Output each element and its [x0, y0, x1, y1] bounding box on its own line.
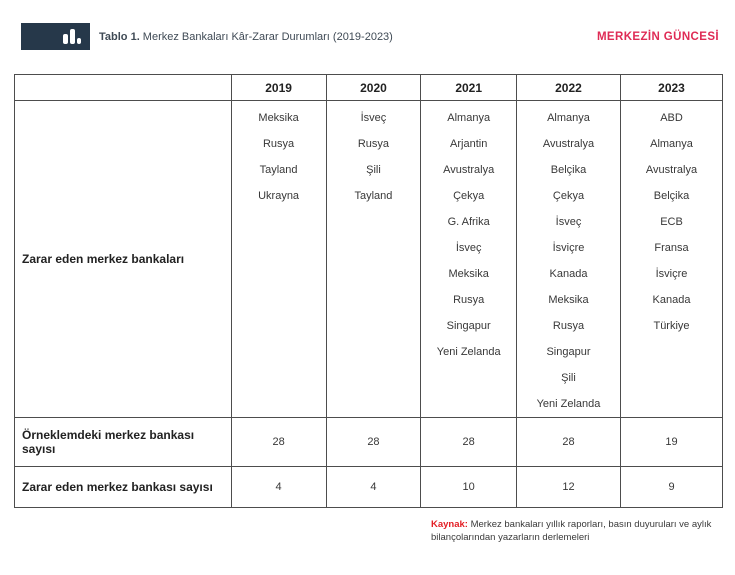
- year-header: 2019: [231, 75, 326, 101]
- table-title-number: Tablo 1.: [99, 30, 140, 43]
- year-header: 2022: [516, 75, 620, 101]
- value-cell: 10: [421, 467, 517, 508]
- main-table: [14, 74, 723, 508]
- country-item: Yeni Zelanda: [436, 346, 501, 358]
- country-item: İsveç: [455, 242, 482, 254]
- table-row: [15, 467, 723, 508]
- country-item: Arjantin: [450, 138, 488, 150]
- table-row: [15, 418, 723, 467]
- country-item: Fransa: [654, 242, 689, 254]
- country-item: Şili: [366, 164, 381, 176]
- country-item: Avustralya: [542, 138, 595, 150]
- country-item: Tayland: [259, 164, 298, 176]
- year-header: 2020: [326, 75, 421, 101]
- country-list-cell: [516, 101, 620, 418]
- brand-logo: [21, 23, 90, 50]
- country-list-cell: [421, 101, 517, 418]
- country-item: Kanada: [652, 294, 691, 306]
- value-cell: 28: [326, 418, 421, 467]
- year-header: 2021: [421, 75, 517, 101]
- country-item: Yeni Zelanda: [536, 398, 601, 410]
- table-header-row: [15, 75, 723, 101]
- source-label: Kaynak:: [431, 519, 468, 530]
- row-label: Örneklemdeki merkez bankası sayısı: [15, 418, 232, 467]
- table-title: [99, 31, 393, 43]
- value-cell: 19: [621, 418, 723, 467]
- country-item: Belçika: [653, 190, 690, 202]
- country-item: Avustralya: [443, 164, 495, 176]
- country-item: Almanya: [650, 138, 693, 150]
- value-cell: 28: [516, 418, 620, 467]
- country-item: Şili: [561, 372, 576, 384]
- country-item: İsveç: [555, 216, 582, 228]
- country-item: Rusya: [552, 320, 585, 332]
- country-item: Belçika: [550, 164, 587, 176]
- country-item: Meksika: [258, 112, 299, 124]
- header: [21, 23, 719, 50]
- country-item: İsviçre: [552, 242, 585, 254]
- country-item: G. Afrika: [447, 216, 490, 228]
- country-item: Rusya: [262, 138, 295, 150]
- source-text: Merkez bankaları yıllık raporları, basın duyuruları ve aylık bilançolarından yazarların derlemeleri: [431, 519, 712, 543]
- country-item: Avustralya: [645, 164, 698, 176]
- value-cell: 12: [516, 467, 620, 508]
- country-item: ECB: [660, 216, 683, 228]
- country-item: Türkiye: [653, 320, 690, 332]
- bar-chart-icon: [63, 29, 81, 44]
- country-list-cell: [326, 101, 421, 418]
- value-cell: 4: [326, 467, 421, 508]
- value-cell: 9: [621, 467, 723, 508]
- country-item: Kanada: [549, 268, 588, 280]
- row-label: Zarar eden merkez bankaları: [15, 101, 232, 418]
- table-row: [15, 101, 723, 418]
- country-item: Singapur: [446, 320, 491, 332]
- row-label: Zarar eden merkez bankası sayısı: [15, 467, 232, 508]
- country-item: Çekya: [453, 190, 485, 202]
- country-list-cell: [231, 101, 326, 418]
- country-item: Ukrayna: [258, 190, 300, 202]
- country-item: ABD: [660, 112, 683, 124]
- value-cell: 28: [231, 418, 326, 467]
- country-item: Singapur: [546, 346, 591, 358]
- corner-cell: [15, 75, 232, 101]
- country-item: İsveç: [360, 112, 387, 124]
- country-item: Almanya: [547, 112, 590, 124]
- brand-name: MERKEZİN GÜNCESİ: [596, 30, 719, 43]
- source-note: [431, 518, 723, 544]
- country-item: Meksika: [548, 294, 589, 306]
- country-item: Rusya: [453, 294, 485, 306]
- value-cell: 4: [231, 467, 326, 508]
- country-item: Meksika: [448, 268, 489, 280]
- country-item: Almanya: [447, 112, 491, 124]
- country-item: Tayland: [354, 190, 393, 202]
- country-list-cell: [621, 101, 723, 418]
- country-item: Rusya: [357, 138, 390, 150]
- value-cell: 28: [421, 418, 517, 467]
- year-header: 2023: [621, 75, 723, 101]
- table-title-text: Merkez Bankaları Kâr-Zarar Durumları (2019-2023): [139, 30, 393, 43]
- country-item: İsviçre: [655, 268, 688, 280]
- country-item: Çekya: [552, 190, 585, 202]
